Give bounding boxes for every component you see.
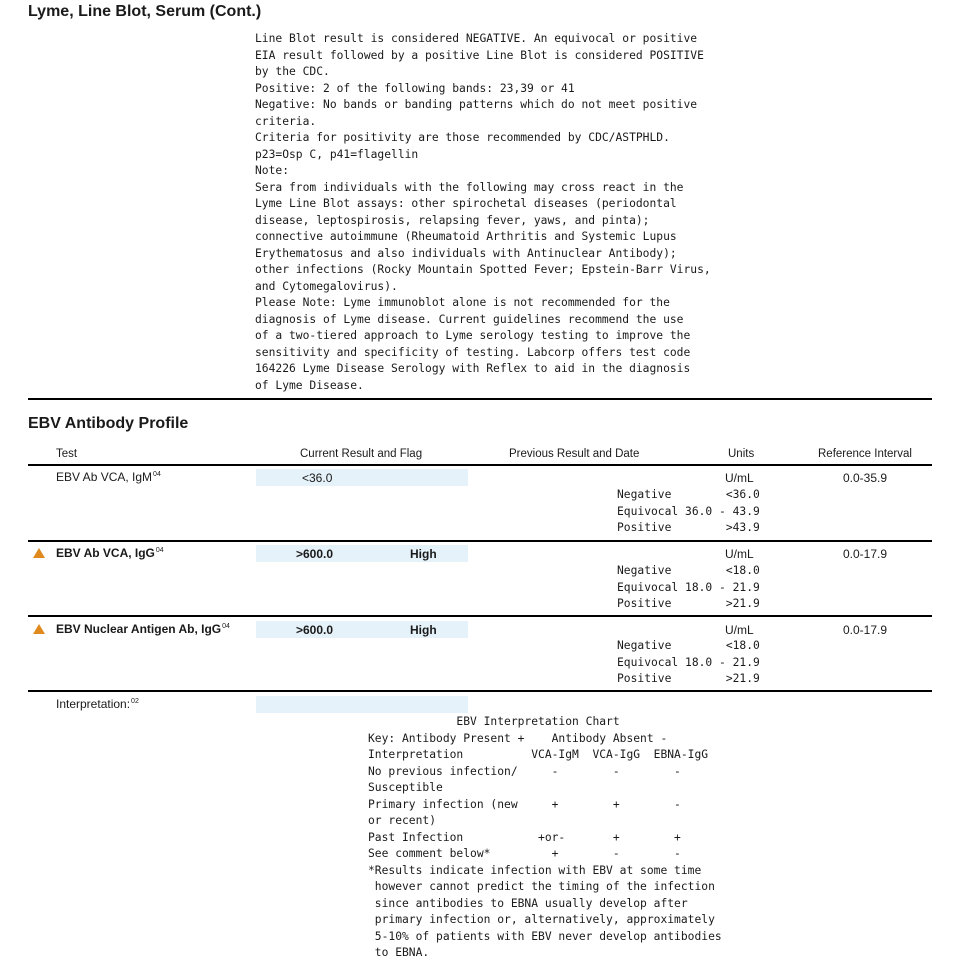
current-result-ebv-vca-igm: <36.0 <box>302 471 333 485</box>
header-divider <box>28 464 932 466</box>
test-name-ebv-nuclear-antigen: EBV Nuclear Antigen Ab, IgG$^{04}$ <box>56 622 230 636</box>
row-divider <box>28 690 932 692</box>
flag-ebv-nuclear-antigen: High <box>410 623 437 637</box>
current-result-ebv-vca-igg: >600.0 <box>296 547 334 561</box>
ebv-interpretation-chart: EBV Interpretation Chart Key: Antibody Present + Antibody Absent - Interpretation VCA-IgM VCA-IgG EBNA-IgG No previous infection/ - - - Susceptible Primary infection (new + + - or recent) Past Infection +or- + + See comment below* + - - *Results indicate infection with EBV at some time however cannot predict the timing of the infection since antibodies to EBNA usually develop after primary infection or, alternatively, approximately 5-10% of patients with EBV never develop antibodies to EBNA. <box>368 715 722 959</box>
ebv-section-title: EBV Antibody Profile <box>28 415 189 432</box>
reference-ebv-nuclear-antigen: 0.0-17.9 <box>843 623 888 637</box>
column-header-previous-result: Previous Result and Date <box>509 448 640 460</box>
column-header-test: Test <box>56 448 78 460</box>
lyme-section-title: Lyme, Line Blot, Serum (Cont.) <box>28 3 262 20</box>
reference-ebv-vca-igm: 0.0-35.9 <box>843 471 888 485</box>
test-name-ebv-vca-igm: EBV Ab VCA, IgM$^{04}$ <box>56 470 161 484</box>
section-divider <box>28 398 932 400</box>
reference-ebv-vca-igg: 0.0-17.9 <box>843 547 888 561</box>
units-ebv-vca-igg: U/mL <box>725 547 754 561</box>
row-divider <box>28 615 932 617</box>
row-divider <box>28 540 932 542</box>
column-header-units: Units <box>728 448 755 460</box>
result-highlight <box>256 696 468 713</box>
lyme-comment-text: Line Blot result is considered NEGATIVE. An equivocal or positive EIA result followed by a positive Line Blot is considered POSITIVE by the CDC. Positive: 2 of the following bands: 23,39 or 41 Negative: No bands or banding patterns which do not meet positive criteria. Criteria for positivity are those recommended by CDC/ASTPHLD. p23=Osp C, p41=flagellin Note: Sera from individuals with the following may cross react in the Lyme Line Blot assays: other spirochetal diseases (periodontal disease, leptospirosis, relapsing fever, yaws, and pinta); connective autoimmune (Rheumatoid Arthritis and Systemic Lupus Erythematosus and also individuals with Antinuclear Antibody); other infections (Rocky Mountain Spotted Fever; Epstein-Barr Virus, and Cytomegalovirus). Please Note: Lyme immunoblot alone is not recommended for the diagnosis of Lyme disease. Current guidelines recommend the use of a two-tiered approach to Lyme serology testing to improve the sensitivity and specificity of testing. Labcorp offers test code 164226 Lyme Disease Serology with Reflex to aid in the diagnosis of Lyme Disease. <box>255 32 711 392</box>
reference-ranges-ebv-vca-igm: Negative <36.0 Equivocal 36.0 - 43.9 Positive >43.9 <box>617 488 760 534</box>
alert-triangle-icon <box>33 548 45 558</box>
reference-ranges-ebv-vca-igg: Negative <18.0 Equivocal 18.0 - 21.9 Positive >21.9 <box>617 564 760 610</box>
result-highlight <box>256 469 468 486</box>
column-header-reference-interval: Reference Interval <box>818 448 912 460</box>
units-ebv-vca-igm: U/mL <box>725 471 754 485</box>
test-name-ebv-vca-igg: EBV Ab VCA, IgG$^{04}$ <box>56 546 164 560</box>
reference-ranges-ebv-nuclear-antigen: Negative <18.0 Equivocal 18.0 - 21.9 Positive >21.9 <box>617 639 760 685</box>
flag-ebv-vca-igg: High <box>410 547 437 561</box>
column-header-current-result: Current Result and Flag <box>300 448 423 460</box>
interpretation-label: Interpretation:$^{02}$ <box>56 697 139 711</box>
alert-triangle-icon <box>33 624 45 634</box>
units-ebv-nuclear-antigen: U/mL <box>725 623 754 637</box>
current-result-ebv-nuclear-antigen: >600.0 <box>296 623 334 637</box>
